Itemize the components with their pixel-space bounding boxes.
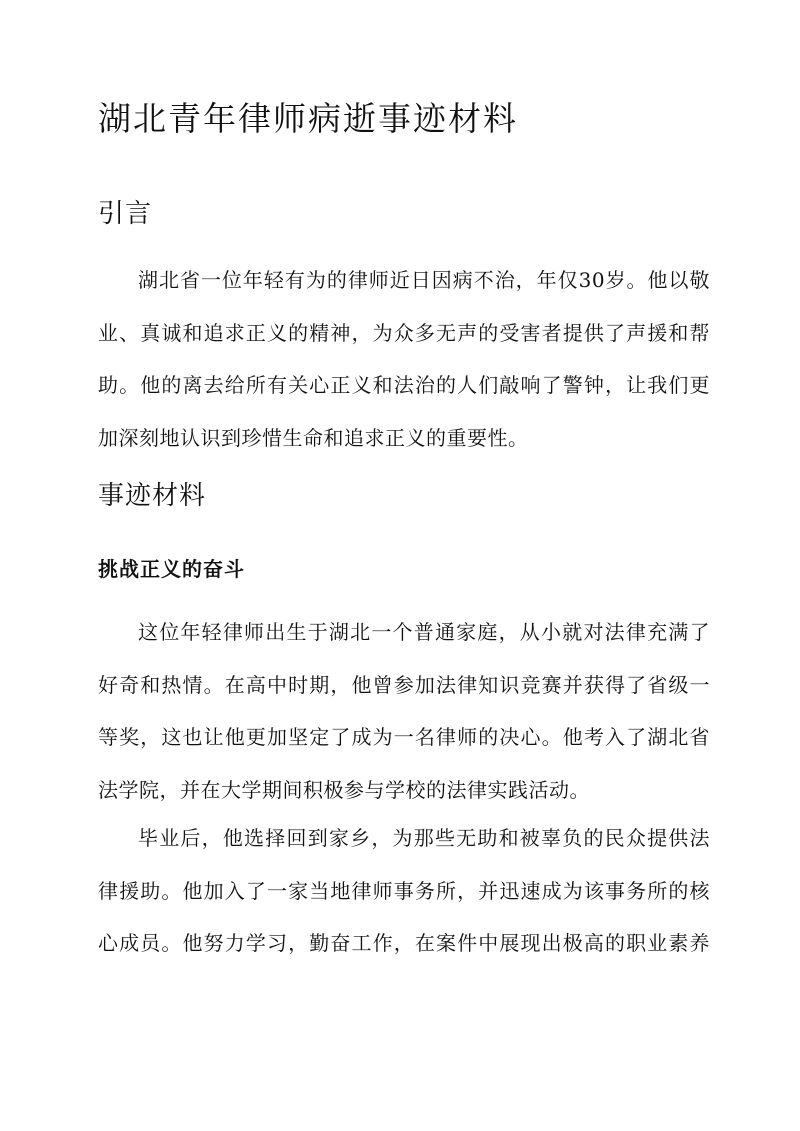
- paragraph-line: 加深刻地认识到珍惜生命和追求正义的重要性。: [98, 425, 529, 450]
- paragraph-line: 湖北省一位年轻有为的律师近日因病不治，年仅30岁。他以敬: [138, 268, 710, 292]
- paragraph-line: 心成员。他努力学习，勤奋工作，在案件中展现出极高的职业素养: [98, 931, 710, 955]
- intro-paragraph: [98, 254, 710, 464]
- deeds-paragraph-1: [98, 606, 710, 816]
- paragraph-line: 等奖，这也让他更加坚定了成为一名律师的决心。他考入了湖北省: [98, 725, 710, 749]
- paragraph-line: 好奇和热情。在高中时期，他曾参加法律知识竞赛并获得了省级一: [98, 672, 710, 697]
- subsection-heading: 挑战正义的奋斗: [98, 557, 245, 581]
- paragraph-line: 这位年轻律师出生于湖北一个普通家庭，从小就对法律充满了: [138, 620, 710, 644]
- paragraph-line: 业、真诚和追求正义的精神，为众多无声的受害者提供了声援和帮: [98, 320, 710, 345]
- paragraph-line: 法学院，并在大学期间积极参与学校的法律实践活动。: [98, 777, 590, 802]
- section-heading-deeds: 事迹材料: [98, 481, 207, 511]
- deeds-paragraph-2: [98, 812, 710, 970]
- paragraph-line: 律援助。他加入了一家当地律师事务所，并迅速成为该事务所的核: [98, 878, 710, 903]
- paragraph-line: 助。他的离去给所有关心正义和法治的人们敲响了警钟，让我们更: [98, 373, 710, 397]
- document-title: 湖北青年律师病逝事迹材料: [98, 99, 518, 138]
- paragraph-line: 毕业后，他选择回到家乡，为那些无助和被辜负的民众提供法: [138, 826, 710, 850]
- section-heading-intro: 引言: [98, 199, 153, 229]
